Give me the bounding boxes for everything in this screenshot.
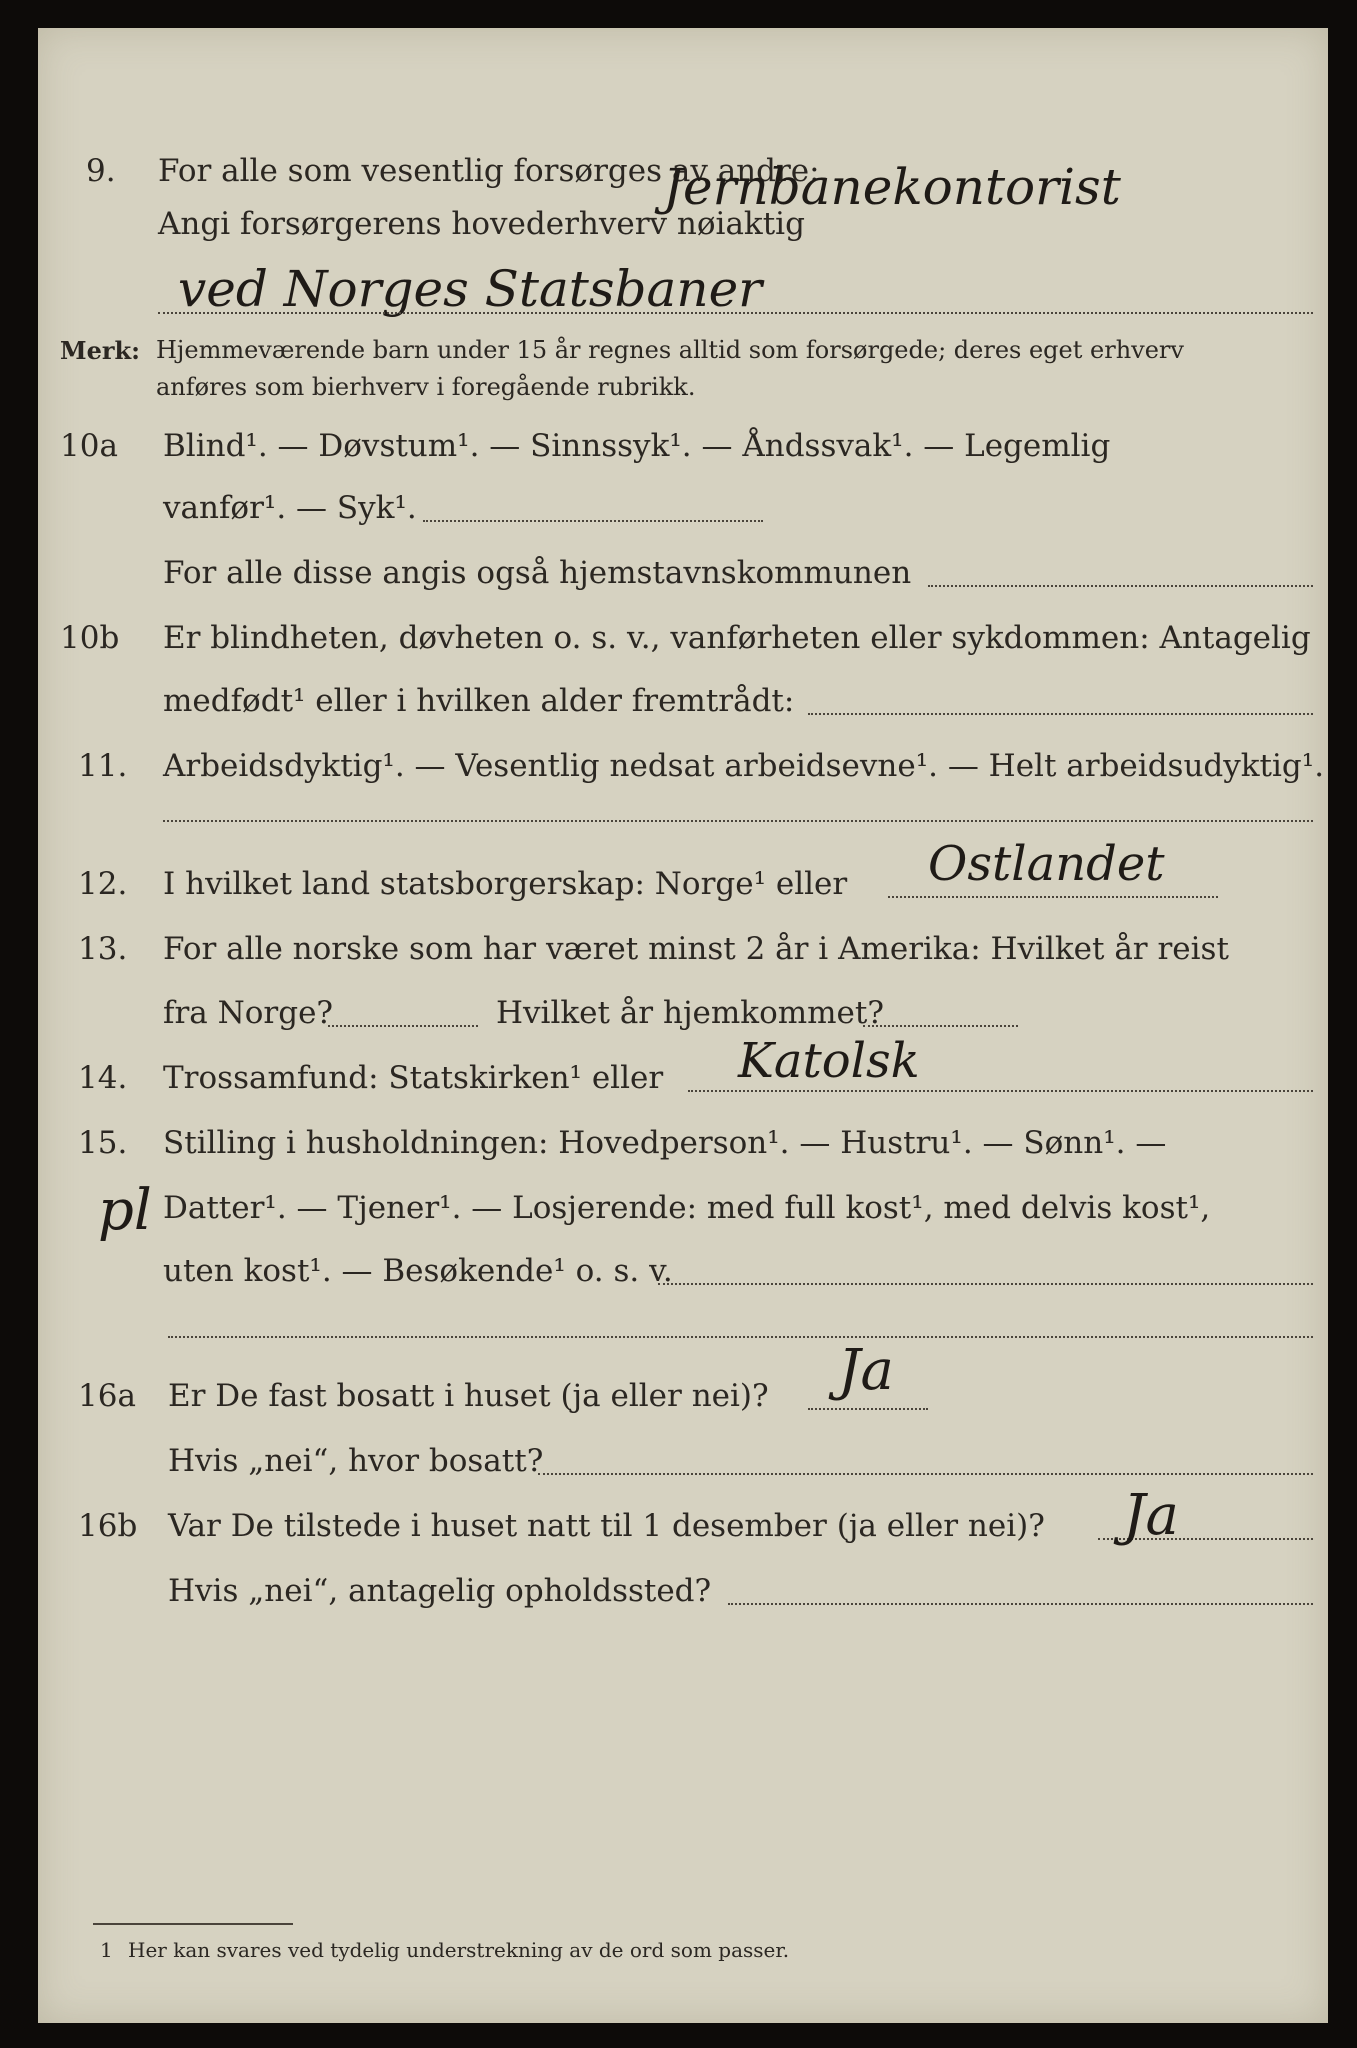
q13-year-left-line: [328, 1025, 478, 1027]
handwritten-religion: Katolsk: [738, 1033, 920, 1089]
footnote-text: Her kan svares ved tydelig understrekning av de ord som passer.: [128, 1938, 790, 1962]
q16a-line2: Hvis „nei“, hvor bosatt?: [168, 1443, 544, 1479]
q10b-number: 10b: [60, 620, 120, 656]
q12-answer-line: [888, 896, 1218, 898]
handwritten-household-role: pl: [98, 1178, 152, 1243]
q9-answer-line: [158, 312, 1313, 314]
q15-line3: uten kost¹. — Besøkende¹ o. s. v.: [163, 1253, 673, 1289]
q16b-opholdssted-line: [728, 1603, 1313, 1605]
q10b-line1: Er blindheten, døvheten o. s. v., vanførheten eller sykdommen: Antagelig: [163, 620, 1311, 656]
q10a-line1: Blind¹. — Døvstum¹. — Sinnssyk¹. — Åndssvak¹. — Legemlig: [163, 428, 1111, 464]
q10a-line3: For alle disse angis også hjemstavnskommunen: [163, 555, 912, 591]
q10b-line2: medfødt¹ eller i hvilken alder fremtrådt:: [163, 683, 795, 719]
q9-line2: Angi forsørgerens hovederhverv nøiaktig: [158, 206, 805, 242]
q13-line1: For alle norske som har været minst 2 år i Amerika: Hvilket år reist: [163, 931, 1229, 967]
q16a-number: 16a: [78, 1378, 136, 1414]
q10a-hjemstavn-answer-line: [928, 585, 1313, 587]
q15-line1: Stilling i husholdningen: Hovedperson¹. — Hustru¹. — Sønn¹. —: [163, 1125, 1167, 1161]
q11-line1: Arbeidsdyktig¹. — Vesentlig nedsat arbeidsevne¹. — Helt arbeidsudyktig¹.: [163, 748, 1325, 784]
q16b-line1: Var De tilstede i huset natt til 1 desember (ja eller nei)?: [168, 1508, 1045, 1544]
q15-number: 15.: [78, 1125, 128, 1161]
q10a-line2: vanfør¹. — Syk¹.: [163, 490, 417, 526]
q11-number: 11.: [78, 748, 128, 784]
q13-year-returned-line: [863, 1025, 1018, 1027]
merk-label: Merk:: [60, 336, 140, 365]
q14-answer-line: [688, 1090, 1313, 1092]
q10a-syk-answer-line: [423, 520, 763, 522]
handwritten-occupation-line2: ved Norges Statsbaner: [178, 260, 763, 318]
q15-answer-line2: [168, 1336, 1313, 1338]
q12-number: 12.: [78, 866, 128, 902]
handwritten-resident-answer: Ja: [838, 1338, 894, 1403]
q10a-number: 10a: [60, 428, 118, 464]
q16a-where-line: [538, 1473, 1313, 1475]
q15-line2: Datter¹. — Tjener¹. — Losjerende: med full kost¹, med delvis kost¹,: [163, 1190, 1211, 1226]
q10b-answer-line: [808, 713, 1313, 715]
q9-line1: For alle som vesentlig forsørges av andre:: [158, 153, 820, 189]
handwritten-citizenship: Ostlandet: [928, 836, 1165, 892]
q13-number: 13.: [78, 931, 128, 967]
q14-number: 14.: [78, 1060, 128, 1096]
footnote-mark: 1: [100, 1938, 113, 1962]
q11-answer-line: [163, 820, 1313, 822]
census-form-page: [38, 28, 1328, 2023]
q16b-line2: Hvis „nei“, antagelig opholdssted?: [168, 1573, 712, 1609]
q12-line1: I hvilket land statsborgerskap: Norge¹ eller: [163, 866, 848, 902]
q13-line2a: fra Norge?: [163, 995, 334, 1031]
q16a-line1: Er De fast bosatt i huset (ja eller nei)?: [168, 1378, 769, 1414]
q13-line2b: Hvilket år hjemkommet?: [496, 995, 884, 1031]
q14-line1: Trossamfund: Statskirken¹ eller: [163, 1060, 664, 1096]
q9-number: 9.: [86, 153, 116, 189]
footnote-separator: [93, 1923, 293, 1925]
q16b-number: 16b: [78, 1508, 138, 1544]
handwritten-occupation-line1: Jernbanekontorist: [663, 158, 1121, 216]
handwritten-present-answer: Ja: [1123, 1483, 1179, 1548]
q15-answer-line1: [658, 1283, 1313, 1285]
merk-line2: anføres som bierhverv i foregående rubrikk.: [156, 373, 696, 401]
merk-line1: Hjemmeværende barn under 15 år regnes alltid som forsørgede; deres eget erhverv: [156, 336, 1184, 364]
q16a-answer-line: [808, 1408, 928, 1410]
